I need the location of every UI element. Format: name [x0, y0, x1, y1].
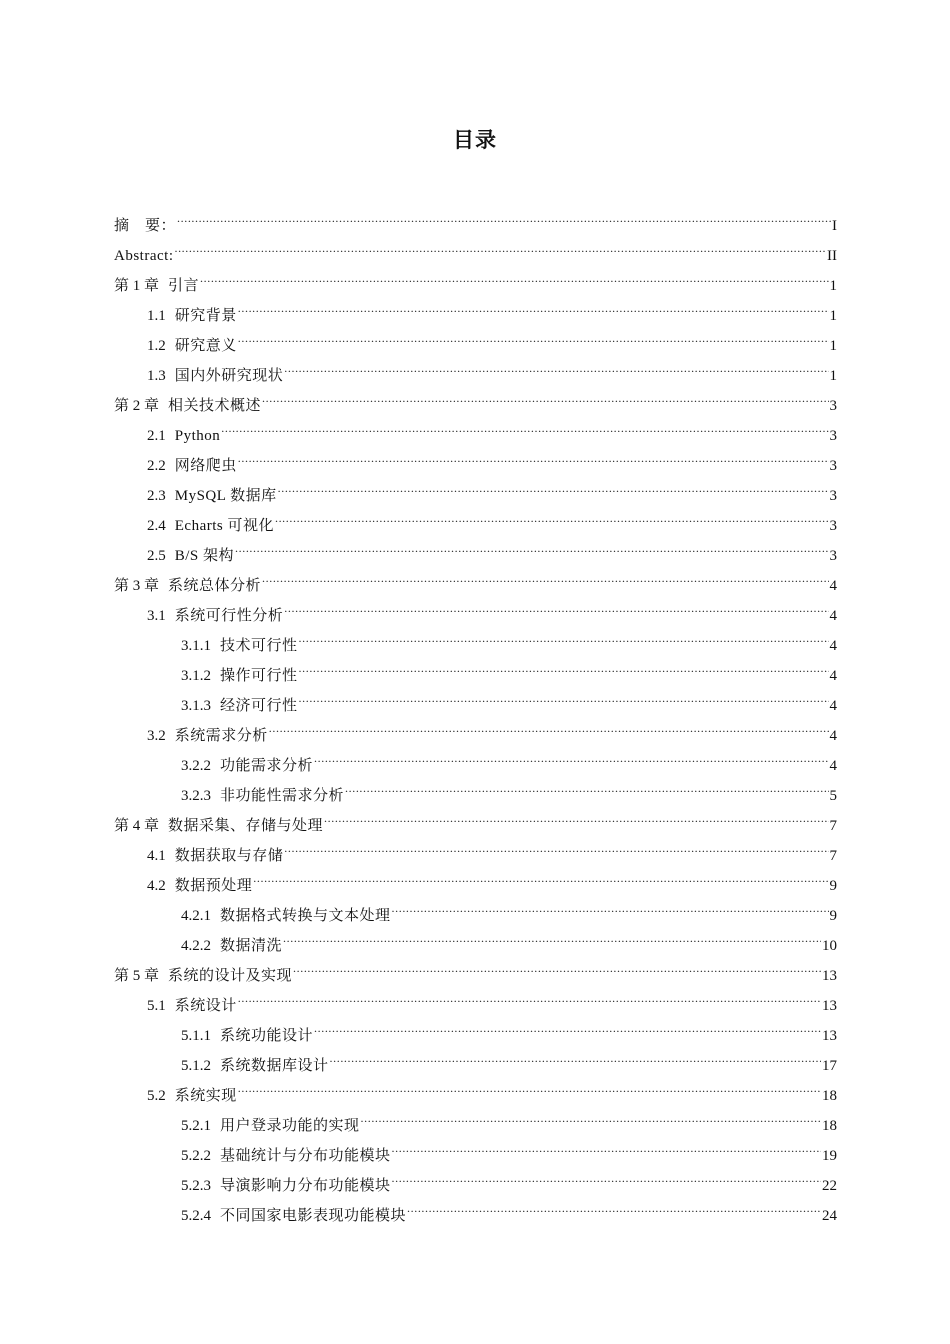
toc-entry-number: 第 5 章	[114, 968, 160, 984]
dot-leader	[275, 500, 829, 530]
toc-entry-page-number: 1	[829, 308, 837, 324]
toc-entry-label: 系统功能设计	[220, 1028, 314, 1044]
dot-leader	[345, 770, 828, 800]
dot-leader	[407, 1190, 821, 1220]
dot-leader	[361, 1100, 821, 1130]
toc-entry-label: 系统需求分析	[174, 728, 268, 744]
dot-leader	[238, 440, 829, 470]
toc-entry-number: 第 1 章	[114, 278, 160, 294]
dot-leader	[238, 290, 829, 320]
toc-entry-page-number: I	[832, 218, 837, 234]
toc-entry[interactable]	[114, 260, 837, 294]
toc-entry-label: Echarts 可视化	[174, 518, 274, 534]
toc-entry-label: 功能需求分析	[220, 758, 314, 774]
toc-entry-number: 4.1	[147, 848, 166, 864]
toc-entry-label: 经济可行性	[220, 698, 298, 714]
toc-entry-number: 4.2.2	[181, 938, 211, 954]
toc-entry-page-number: 3	[829, 458, 837, 474]
toc-entry-label: 数据获取与存储	[174, 848, 284, 864]
toc-entry-label: 系统可行性分析	[174, 608, 284, 624]
toc-entry-page-number: 7	[829, 848, 837, 864]
dot-leader	[314, 1010, 821, 1040]
dot-leader	[284, 590, 828, 620]
toc-entry-page-number: 4	[829, 698, 837, 714]
toc-entry-label: 系统实现	[174, 1088, 237, 1104]
dot-leader	[284, 350, 828, 380]
toc-entry-label: Python	[174, 428, 221, 444]
dot-leader	[253, 860, 828, 890]
toc-entry-number: 第 3 章	[114, 578, 160, 594]
toc-entry-label: 网络爬虫	[174, 458, 237, 474]
toc-entry-page-number: 3	[829, 488, 837, 504]
toc-entry-label: 相关技术概述	[168, 398, 262, 414]
toc-entry-number: 4.2.1	[181, 908, 211, 924]
toc-entry-label: 系统的设计及实现	[168, 968, 293, 984]
toc-entry-page-number: 3	[829, 548, 837, 564]
toc-entry-label: 操作可行性	[220, 668, 298, 684]
toc-entry-label: 技术可行性	[220, 638, 298, 654]
toc-entry-label: 数据格式转换与文本处理	[220, 908, 391, 924]
toc-entry-number: 3.2	[147, 728, 166, 744]
toc-entry-page-number: 13	[822, 1028, 837, 1044]
toc-entry-number: 1.3	[147, 368, 166, 384]
toc-entry-page-number: 13	[822, 968, 837, 984]
dot-leader	[269, 710, 829, 740]
toc-entry-page-number: 3	[829, 428, 837, 444]
toc-entry-page-number: 9	[829, 878, 837, 894]
toc-entry-page-number: 19	[822, 1148, 837, 1164]
toc-entry-page-number: 13	[822, 998, 837, 1014]
toc-entry-number: 3.2.3	[181, 788, 211, 804]
dot-leader	[262, 560, 828, 590]
toc-entry-number: 5.2.4	[181, 1208, 211, 1224]
dot-leader	[324, 800, 828, 830]
toc-entry-page-number: 17	[822, 1058, 837, 1074]
toc-entry-label: 研究背景	[174, 308, 237, 324]
dot-leader	[299, 650, 829, 680]
toc-entry-label: 数据预处理	[174, 878, 253, 894]
toc-entry-page-number: 4	[829, 608, 837, 624]
toc-entry-page-number: 4	[829, 728, 837, 744]
toc-entry-page-number: 3	[829, 398, 837, 414]
dot-leader	[278, 470, 829, 500]
toc-entry-number: 5.1.2	[181, 1058, 211, 1074]
dot-leader	[299, 620, 829, 650]
toc-entry-page-number: 10	[822, 938, 837, 954]
toc-entry-number: 3.1.2	[181, 668, 211, 684]
toc-entry-number: 1.1	[147, 308, 166, 324]
toc-entry-page-number: 3	[829, 518, 837, 534]
toc-entry-number: 3.1.1	[181, 638, 211, 654]
toc-entry-page-number: 22	[822, 1178, 837, 1194]
dot-leader	[221, 410, 828, 440]
toc-entry-label: 导演影响力分布功能模块	[220, 1178, 391, 1194]
dot-leader	[392, 1160, 821, 1190]
toc-entry[interactable]	[114, 200, 837, 234]
dot-leader	[392, 1130, 821, 1160]
toc-entry[interactable]	[114, 230, 837, 264]
toc-entry-label: 非功能性需求分析	[220, 788, 345, 804]
dot-leader	[299, 680, 829, 710]
dot-leader	[283, 920, 821, 950]
toc-title: 目录	[453, 128, 497, 152]
toc-entry-page-number: 4	[829, 668, 837, 684]
toc-entry-number: 第 2 章	[114, 398, 160, 414]
toc-entry-number: 2.3	[147, 488, 166, 504]
dot-leader	[284, 830, 828, 860]
toc-entry-page-number: 7	[829, 818, 837, 834]
toc-entry-label: B/S 架构	[174, 548, 235, 564]
toc-entry-number: 1.2	[147, 338, 166, 354]
toc-entry-page-number: 1	[829, 368, 837, 384]
dot-leader	[238, 980, 821, 1010]
dot-leader	[314, 740, 828, 770]
toc-entry-number: 5.2.2	[181, 1148, 211, 1164]
toc-entry-number: 3.1	[147, 608, 166, 624]
dot-leader	[293, 950, 821, 980]
toc-entry-number: 2.4	[147, 518, 166, 534]
toc-entry-label: 摘 要：	[114, 218, 177, 234]
toc-entry-number: 5.2	[147, 1088, 166, 1104]
toc-entry-number: 4.2	[147, 878, 166, 894]
toc-entry-number: 5.1.1	[181, 1028, 211, 1044]
dot-leader	[177, 200, 831, 230]
toc-entry-page-number: 4	[829, 638, 837, 654]
toc-entry-label: 基础统计与分布功能模块	[220, 1148, 391, 1164]
toc-entry-page-number: 4	[829, 578, 837, 594]
toc-entry-page-number: 5	[829, 788, 837, 804]
toc-entry-label: 数据采集、存储与处理	[168, 818, 324, 834]
toc-entry-label: 不同国家电影表现功能模块	[220, 1208, 407, 1224]
toc-entry-page-number: 24	[822, 1208, 837, 1224]
toc-entry-label: 国内外研究现状	[174, 368, 284, 384]
toc-entry-label: 用户登录功能的实现	[220, 1118, 360, 1134]
toc-entry-number: 2.5	[147, 548, 166, 564]
toc-entry-page-number: 1	[829, 338, 837, 354]
dot-leader	[200, 260, 828, 290]
toc-entry-number: 第 4 章	[114, 818, 160, 834]
toc-entry-page-number: 1	[829, 278, 837, 294]
toc-entry-number: 2.2	[147, 458, 166, 474]
dot-leader	[238, 320, 829, 350]
dot-leader	[262, 380, 828, 410]
toc-entry-page-number: 18	[822, 1118, 837, 1134]
toc-entry-number: 5.1	[147, 998, 166, 1014]
toc-entry-number: 3.1.3	[181, 698, 211, 714]
toc-entry-page-number: 4	[829, 758, 837, 774]
toc-entry-label: 数据清洗	[220, 938, 283, 954]
dot-leader	[174, 230, 826, 260]
toc-entry-page-number: II	[827, 248, 837, 264]
toc-entry-page-number: 9	[829, 908, 837, 924]
toc-entry-number: 5.2.1	[181, 1118, 211, 1134]
toc-entry-label: Abstract:	[114, 248, 174, 264]
toc-entry-number: 5.2.3	[181, 1178, 211, 1194]
toc-entry[interactable]	[114, 440, 837, 474]
toc-entry-label: 系统数据库设计	[220, 1058, 329, 1074]
toc-entry-label: 系统总体分析	[168, 578, 262, 594]
toc-entry-label: MySQL 数据库	[174, 488, 277, 504]
dot-leader	[392, 890, 829, 920]
dot-leader	[235, 530, 828, 560]
toc-entry-page-number: 18	[822, 1088, 837, 1104]
toc-entry-number: 3.2.2	[181, 758, 211, 774]
dot-leader	[238, 1070, 821, 1100]
dot-leader	[330, 1040, 821, 1070]
toc-entry-label: 引言	[168, 278, 200, 294]
toc-entry-label: 研究意义	[174, 338, 237, 354]
toc-entry[interactable]	[114, 410, 837, 444]
toc-entry[interactable]	[114, 290, 837, 324]
table-of-contents	[114, 200, 837, 1224]
toc-entry-number: 2.1	[147, 428, 166, 444]
toc-entry-label: 系统设计	[174, 998, 237, 1014]
